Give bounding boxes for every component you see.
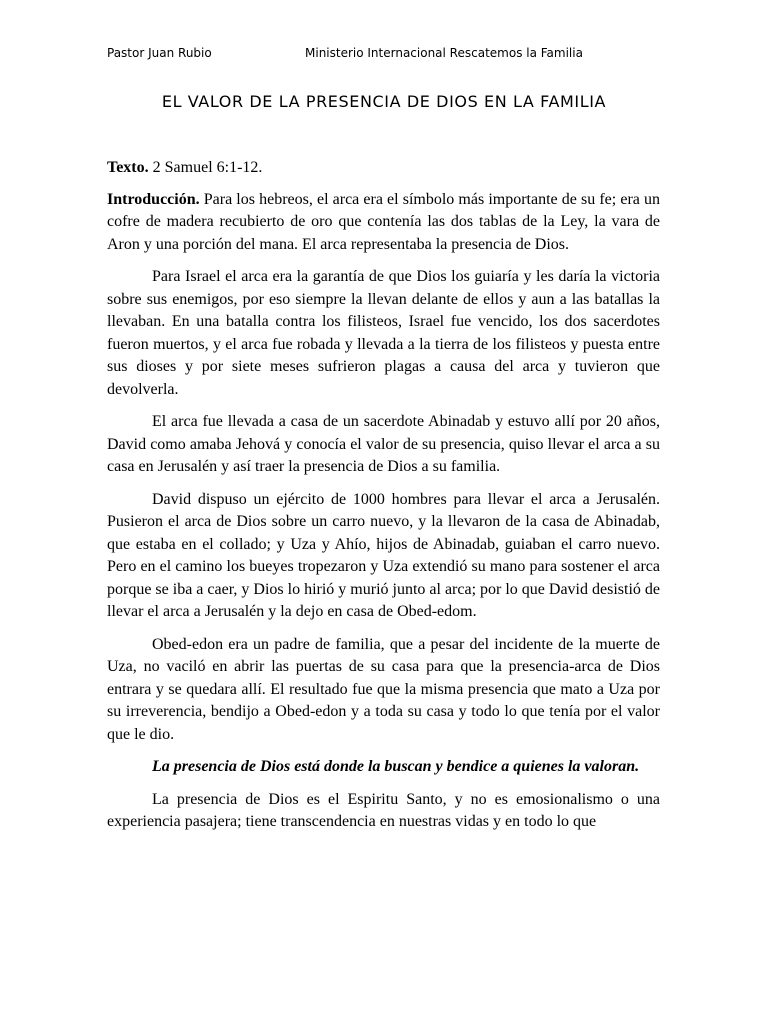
introduction-label: Introducción. — [107, 190, 200, 208]
text-label: Texto. — [107, 159, 149, 176]
body-paragraph: David dispuso un ejército de 1000 hombres para llevar el arca a Jerusalén. Pusieron el arca de Dios sobre un carro nuevo, y la llevaron de la casa de Abinadab, que estaba en el collado; y Uza y Ahío, hijos de Abinadab, guiaban el carro nuevo. Pero en el camino los bueyes tropezaron y Uza extendió su mano para sostener el arca porque se iba a caer, y Dios lo hirió y murió junto al arca; por lo que David desistió de llevar el arca a Jerusalén y la dejo en casa de Obed-edom. — [107, 490, 660, 620]
emphasis-statement: La presencia de Dios está donde la buscan y bendice a quienes la valoran. — [152, 758, 640, 775]
introduction-body: Para los hebreos, el arca era el símbolo más importante de su fe; era un cofre de madera recubierto de oro que contenía las dos tablas de la Ley, la vara de Aron y una porción del mana. El arca representaba la presencia de Dios. — [107, 190, 660, 253]
closing-paragraph: La presencia de Dios es el Espiritu Santo, y no es emosionalismo o una experiencia pasajera; tiene transcendencia en nuestras vidas y en todo lo que — [107, 790, 660, 830]
body-paragraph: El arca fue llevada a casa de un sacerdote Abinadab y estuvo allí por 20 años, David como amaba Jehová y conocía el valor de su presencia, quiso llevar el arca a su casa en Jerusalén y así traer la presencia de Dios a su familia. — [107, 413, 660, 475]
body-paragraph: Obed-edon era un padre de familia, que a pesar del incidente de la muerte de Uza, no vaciló en abrir las puertas de su casa para que la presencia-arca de Dios entrara y se quedara allí. El resultado fue que la misma presencia que mato a Uza por su irreverencia, bendijo a Obed-edon y a toda su casa y todo lo que tenía por el valor que le dio. — [107, 635, 660, 743]
header-ministry: Ministerio Internacional Rescatemos la Familia — [305, 46, 583, 60]
text-reference: 2 Samuel 6:1-12. — [148, 159, 263, 176]
text-reference-line — [107, 157, 660, 180]
header-author: Pastor Juan Rubio — [107, 46, 212, 60]
body-paragraph: Para Israel el arca era la garantía de que Dios los guiaría y les daría la victoria sobre sus enemigos, por eso siempre la llevan delante de ellos y aun a las batallas la llevaban. En una batalla contra los filisteos, Israel fue vencido, los dos sacerdotes fueron muertos, y el arca fue robada y llevada a la tierra de los filisteos y puesta entre sus dioses y por siete meses sufrieron plagas a causa del arca y tuvieron que devolverla. — [107, 268, 660, 398]
document-body — [107, 157, 660, 844]
page-header — [107, 46, 667, 64]
document-title: EL VALOR DE LA PRESENCIA DE DIOS EN LA FAMILIA — [161, 92, 607, 111]
introduction-paragraph — [107, 189, 660, 257]
